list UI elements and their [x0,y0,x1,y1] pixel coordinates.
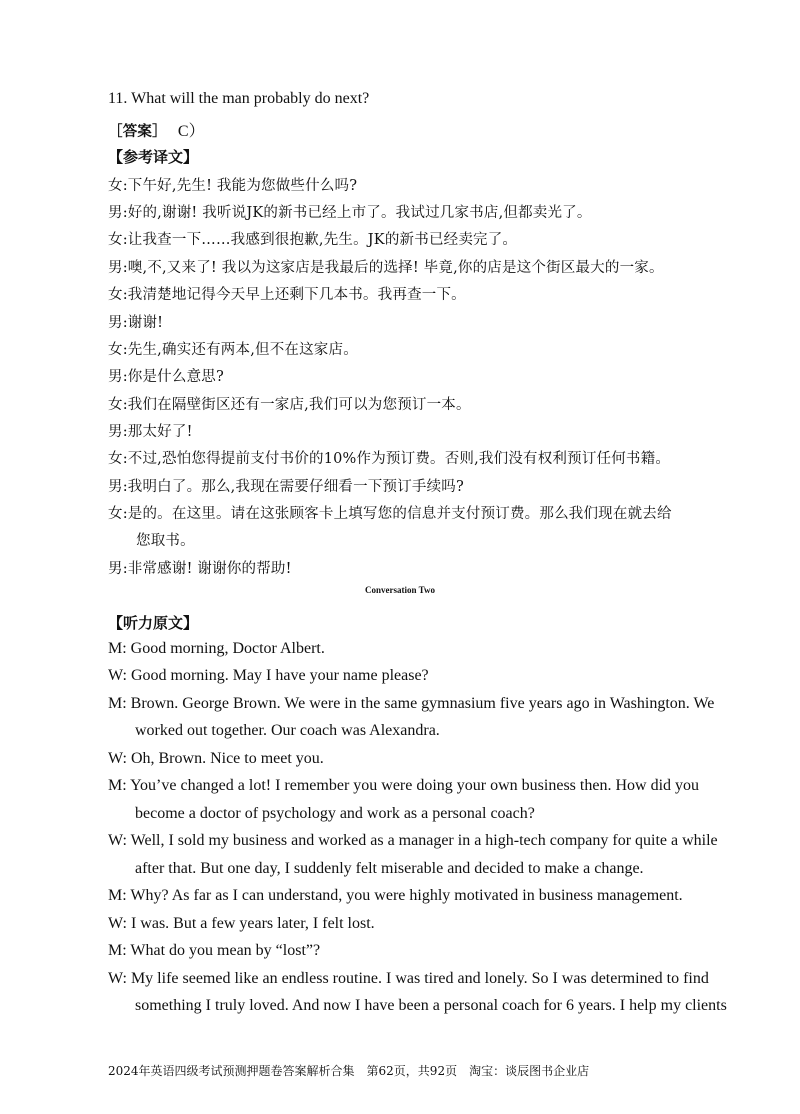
transcript-line: W: Oh, Brown. Nice to meet you. [108,750,324,767]
transcript-heading: 【听力原文】 [108,614,199,632]
translation-line: 男:非常感谢! 谢谢你的帮助! [108,561,292,577]
answer-label: ［答案］ [108,123,167,140]
translation-line: 男:我明白了。那么,我现在需要仔细看一下预订手续吗? [108,479,464,495]
transcript-line: something I truly loved. And now I have been a personal coach for 6 years. I help my clients [135,997,727,1014]
question-text: 11. What will the man probably do next? [108,90,370,107]
transcript-line: M: Why? As far as I can understand, you were highly motivated in business management. [108,887,683,904]
transcript-line: W: Well, I sold my business and worked as a manager in a high-tech company for quite a while [108,832,718,849]
translation-line: 女:让我查一下……我感到很抱歉,先生。JK的新书已经卖完了。 [108,232,518,248]
translation-line: 女:不过,恐怕您得提前支付书价的10%作为预订费。否则,我们没有权利预订任何书籍。 [108,451,671,467]
transcript-line: M: You’ve changed a lot! I remember you were doing your own business then. How did you [108,777,700,794]
translation-line: 男:谢谢! [108,315,164,331]
translation-line: 女:我们在隔壁街区还有一家店,我们可以为您预订一本。 [108,397,471,413]
translation-line: 女:先生,确实还有两本,但不在这家店。 [108,342,358,358]
transcript-line: M: What do you mean by “lost”? [108,942,321,959]
page-footer: 2024年英语四级考试预测押题卷答案解析合集 第62页，共92页 淘宝：谈辰图书企业店 [108,1064,590,1078]
transcript-line: W: Good morning. May I have your name please? [108,667,429,684]
translation-line: 女:下午好,先生! 我能为您做些什么吗? [108,178,358,194]
transcript-line: become a doctor of psychology and work as a personal coach? [135,805,535,822]
transcript-line: worked out together. Our coach was Alexandra. [135,722,440,739]
transcript-line: M: Good morning, Doctor Albert. [108,640,325,657]
translation-line: 您取书。 [136,533,195,549]
translation-heading: 【参考译文】 [108,148,199,166]
transcript-line: after that. But one day, I suddenly felt miserable and decided to make a change. [135,860,644,877]
transcript-line: M: Brown. George Brown. We were in the same gymnasium five years ago in Washington. We [108,695,715,712]
transcript-line: W: I was. But a few years later, I felt lost. [108,915,375,932]
transcript-line: W: My life seemed like an endless routine. I was tired and lonely. So I was determined to find [108,970,709,987]
translation-line: 男:好的,谢谢! 我听说JK的新书已经上市了。我试过几家书店,但都卖光了。 [108,205,592,221]
conversation-title: Conversation Two [365,585,435,595]
answer-line [108,118,728,141]
translation-line: 女:我清楚地记得今天早上还剩下几本书。我再查一下。 [108,287,466,303]
translation-line: 男:你是什么意思? [108,369,224,385]
translation-line: 男:噢,不,又来了! 我以为这家店是我最后的选择! 毕竟,你的店是这个街区最大的一家。 [108,260,664,276]
translation-line: 女:是的。在这里。请在这张顾客卡上填写您的信息并支付预订费。那么我们现在就去给 [108,506,672,522]
translation-line: 男:那太好了! [108,424,193,440]
answer-value: C） [177,123,205,140]
